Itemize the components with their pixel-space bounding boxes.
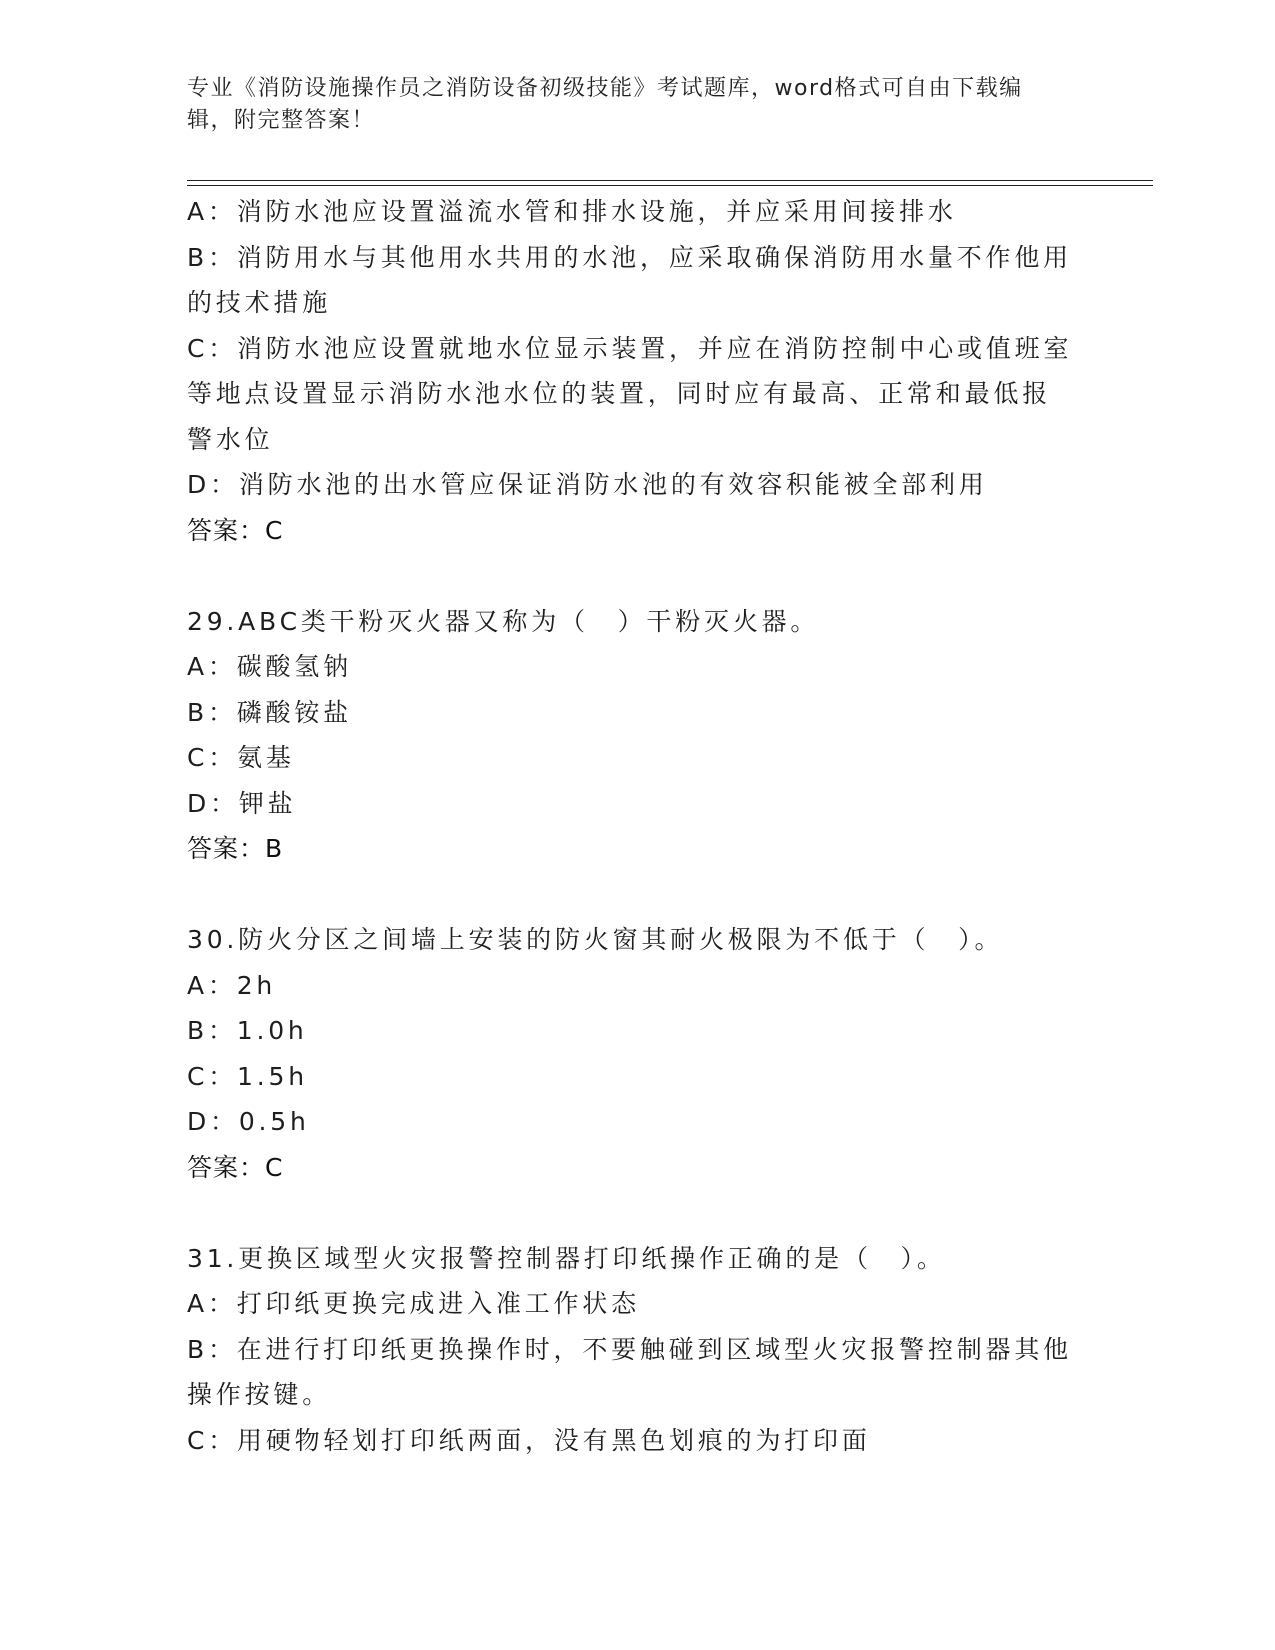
header-line-2: 辑，附完整答案！ (187, 108, 376, 133)
option-b-continued: 的技术措施 (187, 288, 332, 317)
question-31 (187, 1236, 1087, 1464)
question-text: 31.更换区域型火灾报警控制器打印纸操作正确的是（ ）。 (187, 1243, 946, 1273)
spacer (187, 1190, 1087, 1236)
header-line-1: 专业《消防设施操作员之消防设备初级技能》考试题库，word格式可自由下载编 (187, 76, 1023, 101)
document-header (187, 73, 1067, 137)
question-30 (187, 917, 1087, 1190)
header-divider-bottom (187, 185, 1153, 186)
option-b: B：磷酸铵盐 (187, 697, 352, 727)
option-c: C：1.5h (187, 1061, 308, 1091)
question-text: 29.ABC类干粉灭火器又称为（ ）干粉灭火器。 (187, 606, 820, 636)
spacer (187, 553, 1087, 599)
question-29 (187, 599, 1087, 872)
option-d: D：钾盐 (187, 788, 297, 818)
answer: 答案：B (187, 834, 284, 863)
option-d: D：消防水池的出水管应保证消防水池的有效容积能被全部利用 (187, 470, 988, 499)
option-c-continued-2: 警水位 (187, 424, 274, 454)
header-divider-top (187, 180, 1153, 181)
option-c-continued: 等地点设置显示消防水池水位的装置，同时应有最高、正常和最低报 (187, 379, 1052, 408)
option-b: B：在进行打印纸更换操作时，不要触碰到区域型火灾报警控制器其他 (187, 1334, 1072, 1364)
option-a: A：碳酸氢钠 (187, 652, 352, 681)
question-28-options (187, 189, 1087, 553)
option-b: B：1.0h (187, 1016, 308, 1045)
option-d: D：0.5h (187, 1107, 310, 1136)
spacer (187, 872, 1087, 918)
option-a: A：打印纸更换完成进入准工作状态 (187, 1289, 640, 1318)
option-c: C：用硬物轻划打印纸两面，没有黑色划痕的为打印面 (187, 1425, 871, 1455)
option-c: C：氨基 (187, 743, 295, 772)
option-b-continued: 操作按键。 (187, 1380, 332, 1409)
answer: 答案：C (187, 1152, 284, 1182)
option-a: A：2h (187, 970, 277, 1000)
question-text: 30.防火分区之间墙上安装的防火窗其耐火极限为不低于（ ）。 (187, 925, 1004, 954)
answer: 答案：C (187, 515, 284, 545)
question-content (187, 189, 1087, 1463)
option-b: B：消防用水与其他用水共用的水池，应采取确保消防用水量不作他用 (187, 242, 1072, 272)
option-a: A：消防水池应设置溢流水管和排水设施，并应采用间接排水 (187, 197, 957, 226)
option-c: C：消防水池应设置就地水位显示装置，并应在消防控制中心或值班室 (187, 333, 1073, 363)
